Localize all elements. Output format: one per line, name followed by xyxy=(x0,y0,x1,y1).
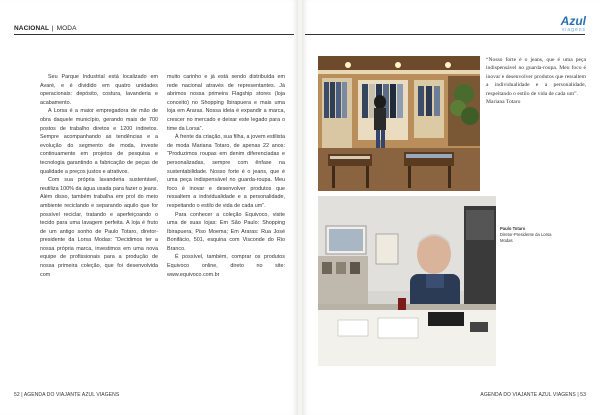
store-interior-illustration xyxy=(318,56,480,191)
store-interior-photo xyxy=(318,56,480,191)
logo-main-text: Azul xyxy=(560,14,586,28)
section-name: NACIONAL xyxy=(14,25,49,32)
article-paragraph: Com sua própria lavanderia sustentável, reutiliza 100% da água usada para fazer o jeans. Além disso, também trabalha em prol do meio ambiente reciclando e separando aquilo que for possível reciclar, tratando e aperfeiçoando o tecido para uma lavagem perfeita. A loja é fruto de um antigo sonho de Paulo Totaro, diretor-presidente da Lorsa Modas: “Decidimos ter a nossa própria marca, investimos em uma nova equipe de profissionais para a produção de nossa primeira coleção, que foi desenvolvida com xyxy=(40,177,158,278)
logo-sub-text: viagens xyxy=(561,27,586,33)
header-rule xyxy=(305,34,585,35)
azul-viagens-logo xyxy=(561,13,586,33)
article-paragraph: Seu Parque Industrial está localizado em Avaré, e é dividido em quatro unidades operacionais: depósito, costura, lavanderia e acabamento. xyxy=(40,74,158,106)
left-page xyxy=(0,0,298,415)
footer-left: 52 | AGENDA DO VIAJANTE AZUL VIAGENS xyxy=(14,392,120,398)
article-column-2 xyxy=(167,73,285,279)
director-office-photo xyxy=(318,196,496,366)
section-separator: | xyxy=(51,25,54,32)
article-column-1 xyxy=(40,73,158,279)
office-illustration xyxy=(318,196,496,366)
header-rule xyxy=(14,34,294,35)
pull-quote xyxy=(486,56,586,106)
caption-name: Paulo Totaro xyxy=(500,226,526,231)
quote-text: “Nosso forte é o jeans, que é uma peça indispensável no guarda-roupa. Meu foco é inovar e desenvolver produtos que ressaltem a individualidade e a personalidade, respeitando o estilo de vida de cada um”. xyxy=(486,57,586,97)
article-paragraph: muito carinho e já está sendo distribuída em rede nacional através de representantes. Já abrimos nossa primeira Flagship stores (loja conceito) no Shopping Ibirapuera e mais uma loja em Araras. Nossa ideia é expandir a marca, crescer no mercado e deixar este legado para o time da Lorsa”. xyxy=(167,74,285,132)
article-paragraph: Para conhecer a coleção Equivoco, visite uma de suas lojas: Em São Paulo: Shopping Ibirapuera, Piso Moema; Em Araras: Rua José Bonifácio, 501, esquina com Visconde do Rio Branco. xyxy=(167,211,285,252)
quote-author: Mariana Totaro xyxy=(486,99,521,106)
section-label xyxy=(14,25,77,32)
photo-caption xyxy=(500,226,560,244)
article-paragraph: À frente da criação, sua filha, a jovem estilista de moda Mariana Totaro, de apenas 22 anos: “Produzimos roupas em denim diferenciadas e personalizadas, sempre com ênfase na sustentabilidade. Nosso forte é o jeans, que é uma peça indispensável no guarda-roupa. Meu foco é inovar e desenvolver produtos que ressaltem a individualidade e a personalidade, respeitando o estilo de vida de cada um”. xyxy=(167,134,285,209)
subsection-name: MODA xyxy=(56,25,77,32)
footer-right: AGENDA DO VIAJANTE AZUL VIAGENS | 53 xyxy=(480,392,586,398)
article-paragraph: A Lorsa é a maior empregadora de mão de obra daquele município, gerando mais de 700 postos de trabalho diretos e 1200 indiretos. Sempre acompanhando as tendências e a evolução do segmento de moda, investe continuamente em projetos de pesquisa e tecnologia garantindo a fabricação de peças de qualidade a preços justos e atrativos. xyxy=(40,108,158,175)
article-paragraph: É possível, também, comprar os produtos Equivoco online, direto no site: www.equivoco.com.br xyxy=(167,254,285,278)
caption-role: Diretor-Presidente da Lorsa Modas xyxy=(500,232,552,243)
